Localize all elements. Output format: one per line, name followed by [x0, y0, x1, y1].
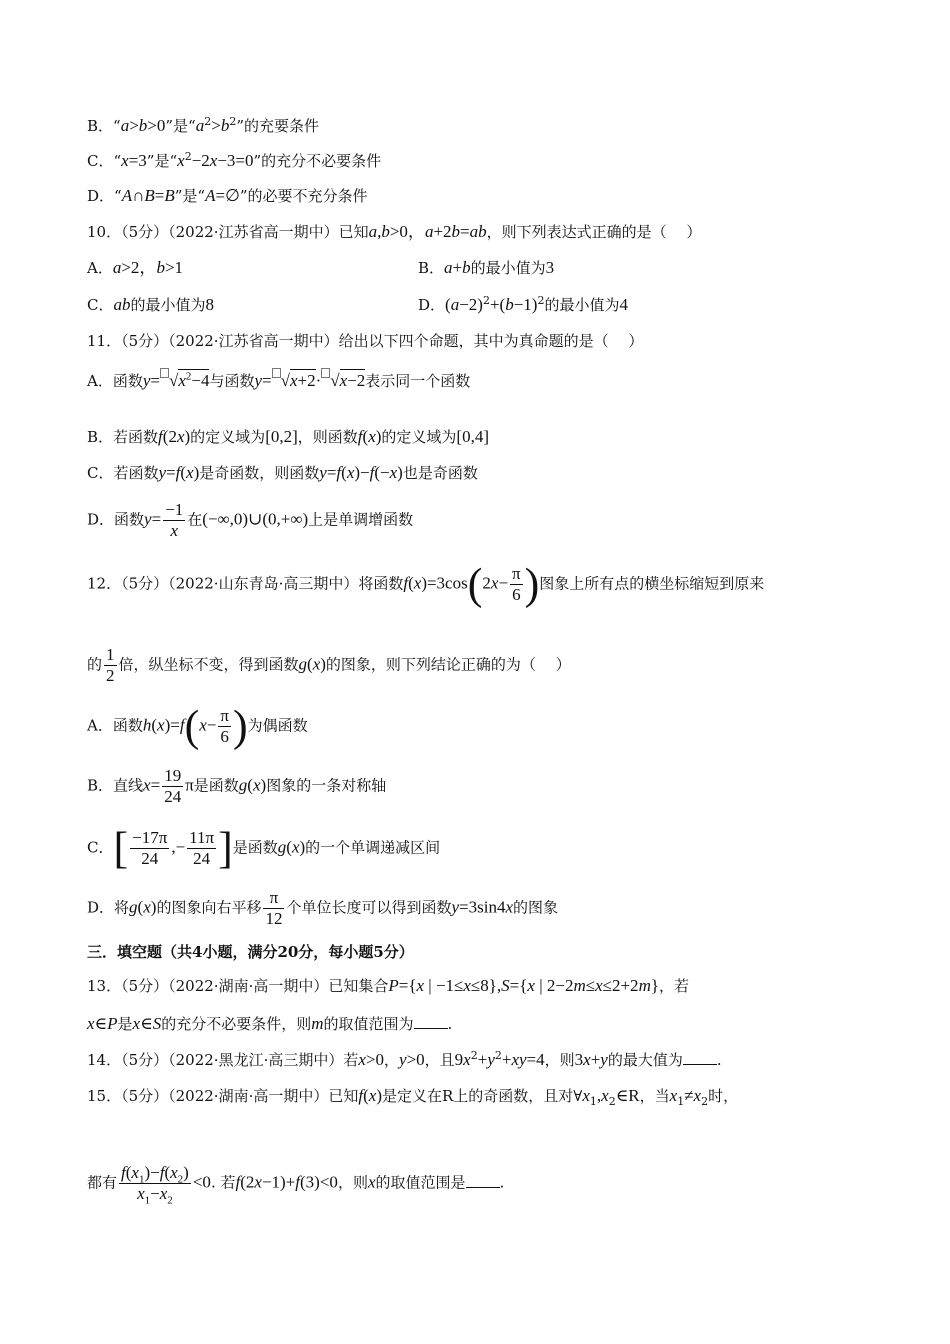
q12-option-a: A．函数h(x)=f(x− $\frac{\pi}{6}$ )为偶函数: [87, 701, 308, 751]
q11-stem: 11．（5分）（2022·江苏省高一期中）给出以下四个命题，其中为真命题的是（ ）: [87, 332, 644, 350]
option-label: C．: [87, 464, 114, 482]
radical: √x+2: [272, 371, 316, 390]
q15-stem: 15．（5分）（2022·湖南·高一期中）已知f(x)是定义在R上的奇函数，且对$\forall x_1,x_2\in R$，当$x_1\ne x_2$时，: [87, 1086, 739, 1108]
option-label: A．: [87, 259, 113, 277]
question-number: 13．: [87, 977, 122, 995]
radical: √x−2: [321, 371, 365, 390]
q9-option-d: D．“A∩B=B”是“A=∅”的必要不充分条件: [87, 186, 368, 205]
option-label: C．: [87, 838, 114, 857]
question-number: 12．: [87, 574, 122, 593]
fraction: $\frac{\pi}{6}$: [220, 706, 229, 746]
fraction: $\frac{1}{2}$: [106, 645, 115, 685]
fraction: $\frac{\pi}{6}$: [512, 564, 521, 604]
question-number: 11．: [87, 332, 122, 350]
answer-blank[interactable]: [466, 1173, 500, 1188]
option-label: B．: [87, 428, 114, 446]
q12-stem-line-2: 的 $\frac{1}{2}$ 倍，纵坐标不变，得到函数g(x)的图象，则下列结论正确的为（ ）: [87, 645, 571, 685]
fraction: $\frac{19}{24}$: [164, 766, 182, 806]
q9-option-c: C．“x=3”是“$x^2-2x-3=0$”的充分不必要条件: [87, 150, 382, 170]
option-label: D．: [87, 898, 115, 917]
option-label: B．: [418, 259, 445, 277]
q9-option-b: B．“a>b>0”是“$a^2>b^2$”的充要条件: [87, 115, 319, 135]
q10-stem: 10．（5分）（2022·江苏省高一期中）已知a,b>0，a+2b=ab，则下列表达式正确的是（ ）: [87, 222, 702, 241]
answer-blank[interactable]: [683, 1050, 717, 1065]
radical: $√x^2-4$: [160, 371, 209, 390]
option-label: D．: [418, 296, 446, 314]
fraction: $\frac{11\pi}{24}$: [189, 828, 215, 868]
option-label: A．: [87, 716, 113, 735]
fraction: $\frac{-1}{x}$: [165, 500, 184, 540]
question-number: 14．: [87, 1051, 122, 1069]
q14-stem: 14．（5分）（2022·黑龙江·高三期中）若x>0，y>0，且$9x^2+y^2+xy=4$，则3x+y的最大值为 .: [87, 1049, 722, 1069]
q13-stem-line-2: x∈P是x∈S的充分不必要条件，则m的取值范围为 .: [87, 1014, 453, 1033]
q11-option-c: C．若函数y=f(x)是奇函数，则函数y=f(x)−f(−x)也是奇函数: [87, 463, 478, 482]
option-label: A．: [87, 372, 113, 390]
option-label: C．: [87, 296, 114, 314]
q10-option-b: B．a+b的最小值为3: [418, 258, 555, 277]
q10-option-c: C．ab的最小值为8: [87, 295, 214, 314]
question-number: 10．: [87, 223, 122, 241]
option-label: B．: [87, 117, 114, 135]
q13-stem: 13．（5分）（2022·湖南·高一期中）已知集合P={x | −1≤x≤8},S={x | 2−2m≤x≤2+2m}，若: [87, 976, 690, 995]
q12-option-b: B．直线x= $\frac{19}{24}$ π是函数g(x)图象的一条对称轴: [87, 766, 387, 806]
q11-option-b: B．若函数f(2x)的定义域为[0,2]，则函数f(x)的定义域为[0,4]: [87, 427, 489, 446]
q11-option-a: A．函数$y= √x^2-4$与函数y= √x+2· √x−2表示同一个函数: [87, 368, 470, 391]
answer-blank[interactable]: [414, 1014, 448, 1029]
question-number: 15．: [87, 1087, 122, 1105]
q15-stem-line-2: 都有 $\frac{f(x_1)-f(x_2)}{x_1-x_2}$ <0. 若f(2x−1)+f(3)<0，则x的取值范围是 .: [87, 1163, 505, 1207]
q10-option-d: D．$(a-2)^2+(b-1)^2$的最小值为4: [418, 294, 628, 314]
fraction: $\frac{f(x_1)-f(x_2)}{x_1-x_2}$: [121, 1163, 189, 1207]
q11-option-d: D．函数y= $\frac{-1}{x}$ 在(−∞,0)∪(0,+∞)上是单调增函数: [87, 500, 414, 540]
option-label: C．: [87, 152, 114, 170]
option-label: D．: [87, 510, 115, 529]
q12-option-d: D．将g(x)的图象向右平移 $\frac{\pi}{12}$ 个单位长度可以得到函数y=3sin4x的图象: [87, 888, 559, 928]
fraction: $\frac{-17\pi}{24}$: [132, 828, 168, 868]
option-label: B．: [87, 776, 114, 795]
q12-option-c: C．[ $\frac{-17\pi}{24}$ ,− $\frac{11\pi}{24}$ ]是函数g(x)的一个单调递减区间: [87, 823, 441, 873]
section-title: 三．填空题（共4小题，满分20分，每小题5分）: [87, 943, 414, 961]
math: a: [120, 116, 130, 135]
q12-stem: 12．（5分）（2022·山东青岛·高三期中）将函数f(x)=3cos(2x− $\frac{\pi}{6}$ )图象上所有点的横坐标缩短到原来: [87, 559, 765, 609]
q10-option-a: A．a>2，b>1: [87, 258, 184, 277]
fraction: $\frac{\pi}{12}$: [265, 888, 283, 928]
option-label: D．: [87, 187, 115, 205]
